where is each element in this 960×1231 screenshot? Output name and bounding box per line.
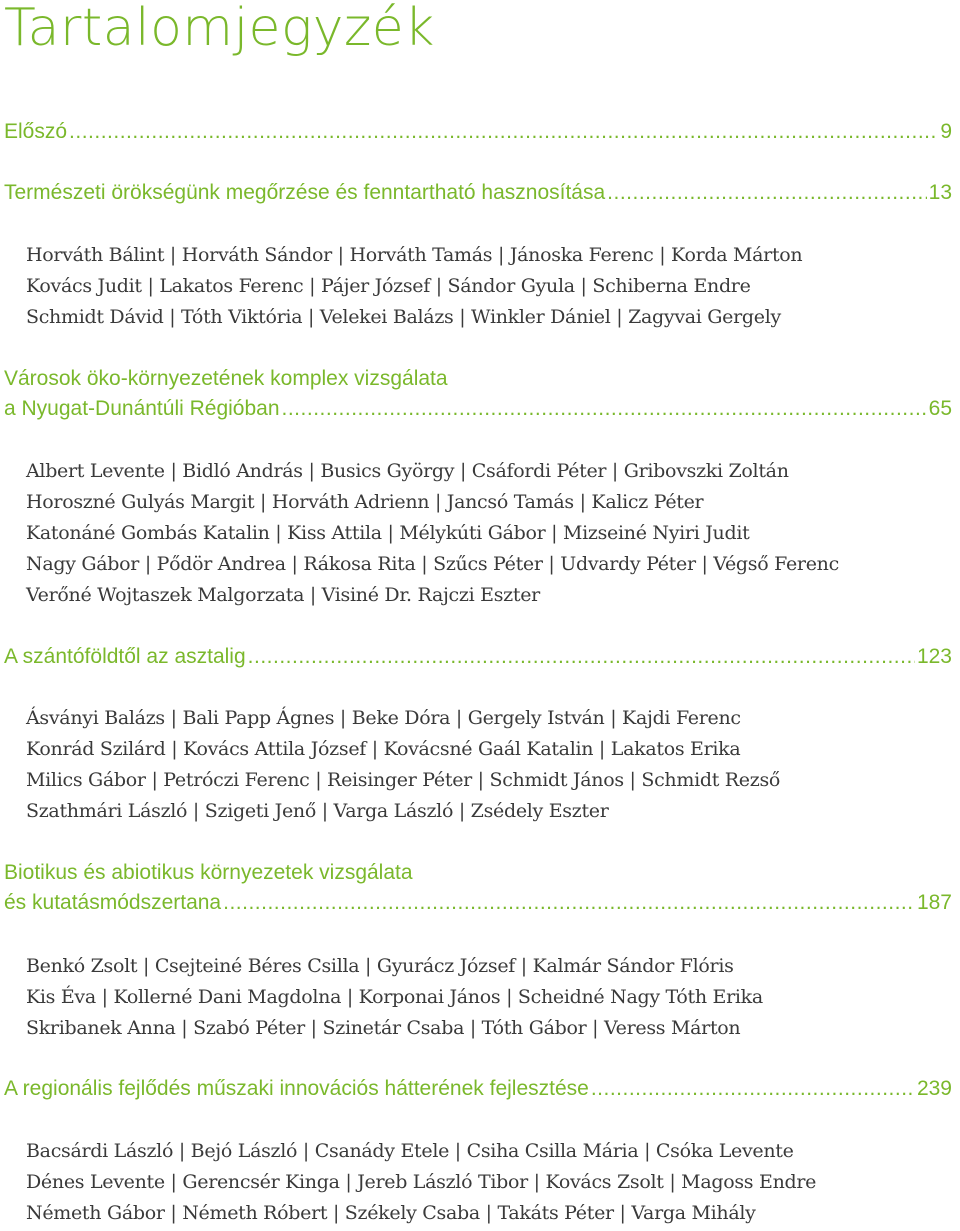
author-line: Konrád Szilárd | Kovács Attila József | Kovácsné Gaál Katalin | Lakatos Erika — [26, 738, 741, 760]
author-line: Bacsárdi László | Bejó László | Csanády Etele | Csiha Csilla Mária | Csóka Levente — [26, 1140, 794, 1162]
toc-page-number: 187 — [916, 891, 952, 914]
author-line: Dénes Levente | Gerencsér Kinga | Jereb László Tibor | Kovács Zsolt | Magoss Endre — [26, 1171, 817, 1193]
toc-title: A szántóföldtől az asztalig — [4, 645, 246, 668]
toc-title: Biotikus és abiotikus környezetek vizsgálata — [4, 861, 413, 884]
toc-title-line — [4, 394, 952, 424]
toc-entry-regional-innovation[interactable] — [4, 1074, 952, 1104]
toc-page-number: 9 — [940, 120, 952, 143]
author-line: Verőné Wojtaszek Malgorzata | Visiné Dr. Rajczi Eszter — [26, 584, 540, 606]
dot-leader — [223, 888, 915, 918]
toc-page-number: 239 — [916, 1077, 952, 1100]
toc-page-number: 65 — [928, 397, 952, 420]
toc-title-line — [4, 117, 952, 147]
dot-leader — [248, 642, 915, 672]
author-line: Nagy Gábor | Pődör Andrea | Rákosa Rita | Szűcs Péter | Udvardy Péter | Végső Ferenc — [26, 553, 839, 575]
author-line: Skribanek Anna | Szabó Péter | Szinetár Csaba | Tóth Gábor | Veress Márton — [26, 1017, 741, 1039]
author-line: Szathmári László | Szigeti Jenő | Varga László | Zsédely Eszter — [26, 800, 609, 822]
dot-leader — [607, 178, 926, 208]
author-line: Horoszné Gulyás Margit | Horváth Adrienn | Jancsó Tamás | Kalicz Péter — [26, 491, 704, 513]
author-line: Németh Gábor | Németh Róbert | Székely Csaba | Takáts Péter | Varga Mihály — [26, 1202, 756, 1224]
toc-title: A regionális fejlődés műszaki innovációs hátterének fejlesztése — [4, 1077, 589, 1100]
toc-entry-biotic[interactable] — [4, 858, 952, 918]
toc-title: Természeti örökségünk megőrzése és fenntartható hasznosítása — [4, 181, 606, 204]
author-line: Kis Éva | Kollerné Dani Magdolna | Korponai János | Scheidné Nagy Tóth Erika — [26, 986, 763, 1008]
author-line: Ásványi Balázs | Bali Papp Ágnes | Beke Dóra | Gergely István | Kajdi Ferenc — [26, 707, 741, 729]
author-line: Benkó Zsolt | Csejteiné Béres Csilla | Gyurácz József | Kalmár Sándor Flóris — [26, 955, 734, 977]
toc-page-number: 123 — [916, 645, 952, 668]
author-list — [26, 240, 954, 333]
author-list — [26, 1136, 954, 1229]
toc-title-line — [4, 888, 952, 918]
author-line: Schmidt Dávid | Tóth Viktória | Velekei Balázs | Winkler Dániel | Zagyvai Gergely — [26, 306, 781, 328]
toc-title: a Nyugat-Dunántúli Régióban — [4, 397, 280, 420]
toc-title: Előszó — [4, 120, 68, 143]
author-line: Kovács Judit | Lakatos Ferenc | Pájer József | Sándor Gyula | Schiberna Endre — [26, 275, 751, 297]
toc-title: és kutatásmódszertana — [4, 891, 222, 914]
toc-entry-foreword[interactable] — [4, 117, 952, 147]
dot-leader — [591, 1074, 915, 1104]
toc-title: Városok öko-környezetének komplex vizsgálata — [4, 367, 448, 390]
toc-title-line — [4, 1074, 952, 1104]
author-list — [26, 703, 954, 827]
author-line: Milics Gábor | Petróczi Ferenc | Reisinger Péter | Schmidt János | Schmidt Rezső — [26, 769, 781, 791]
author-list — [26, 951, 954, 1044]
toc-title-line — [4, 178, 952, 208]
toc-page-number: 13 — [928, 181, 952, 204]
page-title: Tartalomjegyzék — [4, 0, 435, 58]
dot-leader — [69, 117, 938, 147]
toc-entry-natural-heritage[interactable] — [4, 178, 952, 208]
dot-leader — [282, 394, 927, 424]
author-list — [26, 456, 954, 611]
toc-title-line — [4, 642, 952, 672]
toc-entry-urban-eco[interactable] — [4, 364, 952, 424]
author-line: Katonáné Gombás Katalin | Kiss Attila | Mélykúti Gábor | Mizseiné Nyiri Judit — [26, 522, 750, 544]
author-line: Horváth Bálint | Horváth Sándor | Horváth Tamás | Jánoska Ferenc | Korda Márton — [26, 244, 803, 266]
toc-entry-farm-to-table[interactable] — [4, 642, 952, 672]
author-line: Albert Levente | Bidló András | Busics György | Csáfordi Péter | Gribovszki Zoltán — [26, 460, 789, 482]
